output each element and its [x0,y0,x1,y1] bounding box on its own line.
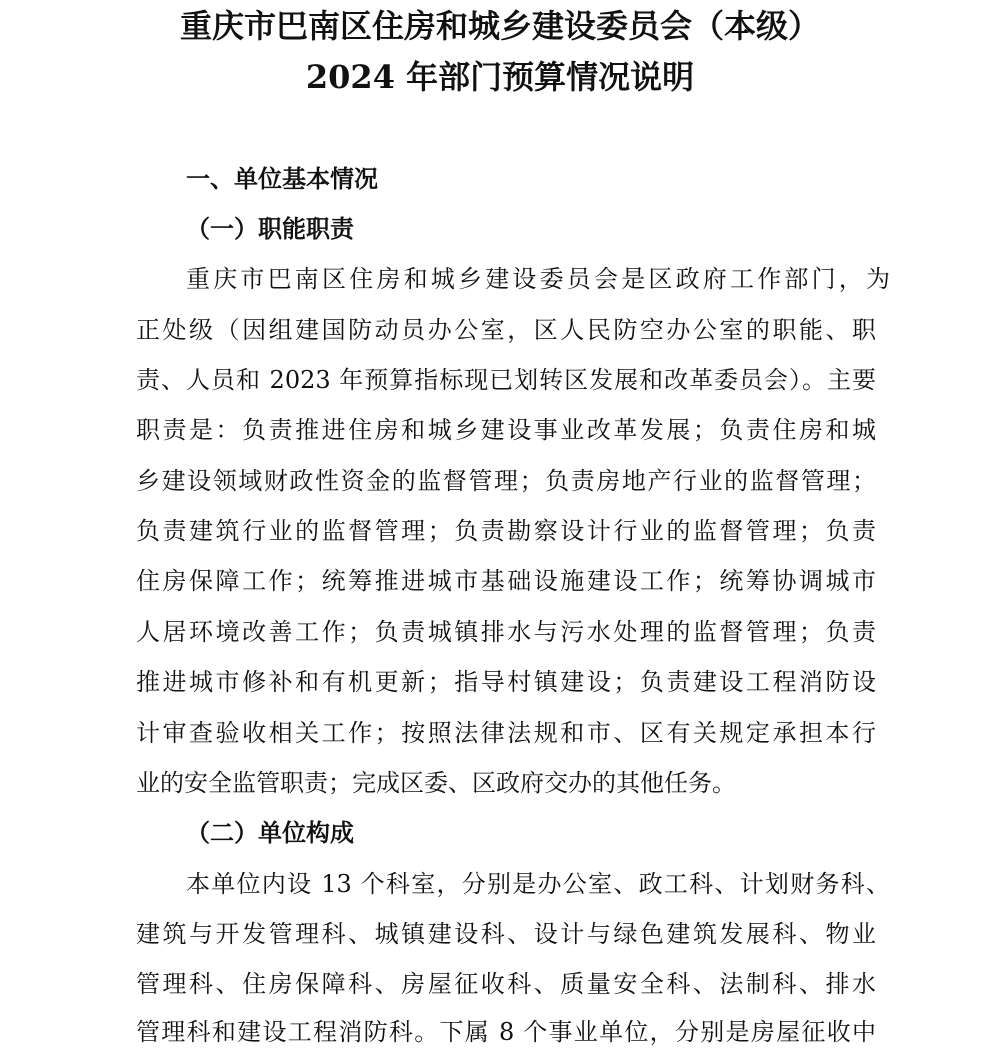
subsection-heading-functions: （一）职能职责 [186,214,354,243]
paragraph-line: 职责是：负责推进住房和城乡建设事业改革发展；负责住房和城 [136,416,876,444]
paragraph-line: 管理科、住房保障科、房屋征收科、质量安全科、法制科、排水 [136,970,876,998]
paragraph-line: 本单位内设 13 个科室，分别是办公室、政工科、计划财务科、 [186,870,890,898]
paragraph-line: 住房保障工作；统筹推进城市基础设施建设工作；统筹协调城市 [136,567,876,595]
paragraph-line: 负责建筑行业的监督管理；负责勘察设计行业的监督管理；负责 [136,517,876,545]
document-title-line-2: 2024 年部门预算情况说明 [305,58,695,96]
paragraph-line: 建筑与开发管理科、城镇建设科、设计与绿色建筑发展科、物业 [136,920,876,948]
paragraph-line: 人居环境改善工作；负责城镇排水与污水处理的监督管理；负责 [136,618,876,646]
paragraph-line: 乡建设领域财政性资金的监督管理；负责房地产行业的监督管理； [136,467,876,495]
document-title-line-1: 重庆市巴南区住房和城乡建设委员会（本级） [179,7,820,45]
subsection-heading-composition: （二）单位构成 [186,818,354,847]
paragraph-line: 推进城市修补和有机更新；指导村镇建设；负责建设工程消防设 [136,668,876,696]
paragraph-line: 重庆市巴南区住房和城乡建设委员会是区政府工作部门，为 [186,265,890,293]
paragraph-line: 业的安全监管职责；完成区委、区政府交办的其他任务。 [136,769,736,797]
section-heading-basic-info: 一、单位基本情况 [186,164,378,193]
paragraph-line: 责、人员和 2023 年预算指标现已划转区发展和改革委员会）。主要 [136,366,876,394]
paragraph-line: 管理科和建设工程消防科。下属 8 个事业单位，分别是房屋征收中 [136,1018,876,1046]
paragraph-line: 正处级（因组建国防动员办公室，区人民防空办公室的职能、职 [136,316,876,344]
paragraph-line: 计审查验收相关工作；按照法律法规和市、区有关规定承担本行 [136,719,876,747]
